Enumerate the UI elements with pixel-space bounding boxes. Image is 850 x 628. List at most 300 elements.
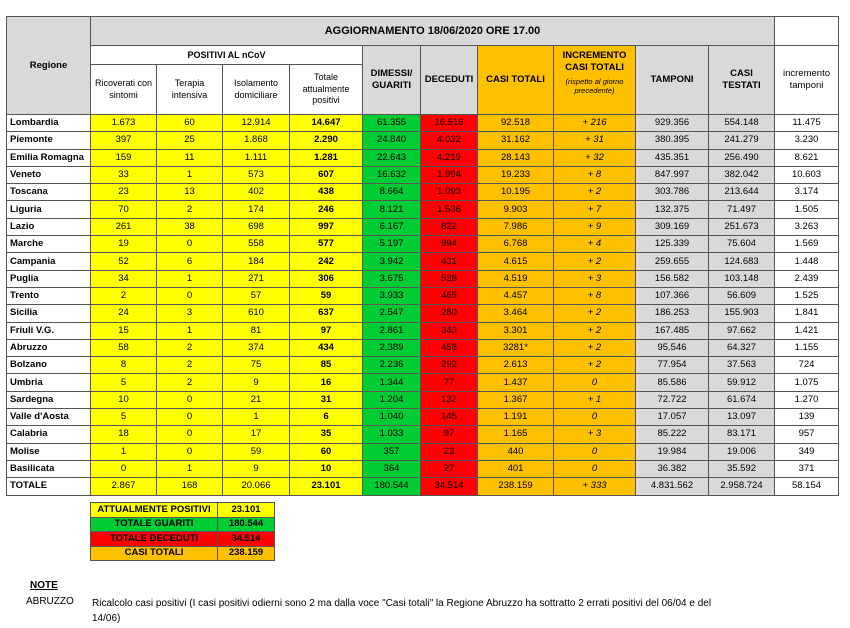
- cell-casi: 7.986: [478, 218, 554, 235]
- cell-deceduti: 292: [421, 357, 478, 374]
- cell-terapia: 38: [157, 218, 223, 235]
- cell-regione: Puglia: [7, 270, 91, 287]
- note-text: Ricalcolo casi positivi (I casi positivi odierni sono 2 ma dalla voce "Casi totali" la Regione Abruzzo ha sottratto 2 errati positivi del 06/04 e del 14/06): [92, 598, 712, 624]
- table-row: [7, 357, 839, 374]
- cell-ricoverati: 1.673: [91, 115, 157, 132]
- cell-incremento: + 7: [554, 201, 636, 218]
- summary-table: [90, 502, 275, 561]
- cell-casi: 4.615: [478, 253, 554, 270]
- cell-incremento: + 1: [554, 391, 636, 408]
- cell-totale: 14.647: [290, 115, 363, 132]
- cell-isolamento: 184: [223, 253, 290, 270]
- table-row: [7, 149, 839, 166]
- cell-ricoverati: 397: [91, 132, 157, 149]
- cell-testati: 103.148: [709, 270, 775, 287]
- cell-incremento: + 2: [554, 322, 636, 339]
- cell-terapia: 0: [157, 409, 223, 426]
- cell-testati: 97.662: [709, 322, 775, 339]
- cell-regione: Sicilia: [7, 305, 91, 322]
- cell-isolamento: 81: [223, 322, 290, 339]
- summary-value: 34.514: [218, 532, 275, 547]
- cell-casi: 238.159: [478, 478, 554, 495]
- cell-terapia: 0: [157, 426, 223, 443]
- cell-testati: 155.903: [709, 305, 775, 322]
- cell-testati: 382.042: [709, 166, 775, 183]
- cell-dimessi: 357: [363, 443, 421, 460]
- cell-terapia: 1: [157, 460, 223, 477]
- cell-ricoverati: 58: [91, 339, 157, 356]
- cell-isolamento: 698: [223, 218, 290, 235]
- cell-incremento: + 32: [554, 149, 636, 166]
- cell-incremento: + 216: [554, 115, 636, 132]
- header-dimessi: DIMESSI/ GUARITI: [363, 46, 421, 115]
- cell-regione: Toscana: [7, 184, 91, 201]
- header-totale-positivi: Totale attualmente positivi: [290, 65, 363, 115]
- header-isolamento: Isolamento domiciliare: [223, 65, 290, 115]
- cell-incremento: + 9: [554, 218, 636, 235]
- table-row: [7, 218, 839, 235]
- summary-row: [91, 532, 275, 547]
- cell-ricoverati: 159: [91, 149, 157, 166]
- cell-deceduti: 465: [421, 287, 478, 304]
- cell-deceduti: 538: [421, 270, 478, 287]
- cell-isolamento: 75: [223, 357, 290, 374]
- table-row: [7, 478, 839, 495]
- table-row: [7, 115, 839, 132]
- cell-totale: 577: [290, 236, 363, 253]
- cell-dimessi: 8.664: [363, 184, 421, 201]
- cell-testati: 83.171: [709, 426, 775, 443]
- cell-inc-tamponi: 139: [775, 409, 839, 426]
- cell-deceduti: 132: [421, 391, 478, 408]
- page-title: AGGIORNAMENTO 18/06/2020 ORE 17.00: [91, 17, 775, 46]
- cell-inc-tamponi: 3.263: [775, 218, 839, 235]
- cell-deceduti: 822: [421, 218, 478, 235]
- cell-tamponi: 303.786: [636, 184, 709, 201]
- cell-regione: Liguria: [7, 201, 91, 218]
- cell-isolamento: 12.914: [223, 115, 290, 132]
- cell-terapia: 2: [157, 339, 223, 356]
- cell-dimessi: 3.933: [363, 287, 421, 304]
- header-regione: Regione: [7, 17, 91, 115]
- cell-terapia: 0: [157, 391, 223, 408]
- cell-ricoverati: 1: [91, 443, 157, 460]
- cell-regione: Trento: [7, 287, 91, 304]
- cell-tamponi: 259.655: [636, 253, 709, 270]
- cell-terapia: 60: [157, 115, 223, 132]
- cell-dimessi: 3.942: [363, 253, 421, 270]
- table-body: [7, 115, 839, 496]
- cell-ricoverati: 10: [91, 391, 157, 408]
- table-row: [7, 443, 839, 460]
- cell-incremento: + 8: [554, 166, 636, 183]
- cell-deceduti: 431: [421, 253, 478, 270]
- cell-casi: 4.457: [478, 287, 554, 304]
- cell-isolamento: 573: [223, 166, 290, 183]
- cell-totale: 6: [290, 409, 363, 426]
- cell-ricoverati: 2.867: [91, 478, 157, 495]
- cell-terapia: 0: [157, 443, 223, 460]
- cell-totale: 306: [290, 270, 363, 287]
- cell-dimessi: 22.643: [363, 149, 421, 166]
- cell-totale: 246: [290, 201, 363, 218]
- table-row: [7, 426, 839, 443]
- cell-inc-tamponi: 8.621: [775, 149, 839, 166]
- cell-deceduti: 77: [421, 374, 478, 391]
- cell-incremento: 0: [554, 460, 636, 477]
- cell-terapia: 1: [157, 166, 223, 183]
- cell-dimessi: 61.355: [363, 115, 421, 132]
- cell-testati: 75.604: [709, 236, 775, 253]
- cell-deceduti: 1.536: [421, 201, 478, 218]
- cell-ricoverati: 19: [91, 236, 157, 253]
- summary-row: [91, 517, 275, 532]
- table-row: [7, 132, 839, 149]
- cell-ricoverati: 2: [91, 287, 157, 304]
- cell-tamponi: 186.253: [636, 305, 709, 322]
- cell-deceduti: 1.093: [421, 184, 478, 201]
- cell-testati: 554.148: [709, 115, 775, 132]
- cell-testati: 37.563: [709, 357, 775, 374]
- cell-casi: 19.233: [478, 166, 554, 183]
- cell-inc-tamponi: 3.230: [775, 132, 839, 149]
- cell-inc-tamponi: 2.439: [775, 270, 839, 287]
- cell-inc-tamponi: 349: [775, 443, 839, 460]
- cell-casi: 6.768: [478, 236, 554, 253]
- cell-ricoverati: 261: [91, 218, 157, 235]
- cell-regione: Emilia Romagna: [7, 149, 91, 166]
- table-row: [7, 305, 839, 322]
- table-row: [7, 287, 839, 304]
- cell-totale: 31: [290, 391, 363, 408]
- cell-isolamento: 59: [223, 443, 290, 460]
- cell-deceduti: 4.219: [421, 149, 478, 166]
- cell-incremento: + 333: [554, 478, 636, 495]
- cell-dimessi: 2.236: [363, 357, 421, 374]
- cell-testati: 2.958.724: [709, 478, 775, 495]
- cell-isolamento: 9: [223, 460, 290, 477]
- cell-isolamento: 57: [223, 287, 290, 304]
- cell-isolamento: 20.066: [223, 478, 290, 495]
- table-row: [7, 166, 839, 183]
- cell-inc-tamponi: 371: [775, 460, 839, 477]
- cell-testati: 241.279: [709, 132, 775, 149]
- cell-isolamento: 1.111: [223, 149, 290, 166]
- cell-ricoverati: 8: [91, 357, 157, 374]
- cell-regione: Campania: [7, 253, 91, 270]
- note-label: NOTE: [30, 580, 58, 591]
- cell-testati: 56.609: [709, 287, 775, 304]
- cell-casi: 2.613: [478, 357, 554, 374]
- header-deceduti: DECEDUTI: [421, 46, 478, 115]
- cell-isolamento: 174: [223, 201, 290, 218]
- cell-casi: 4.519: [478, 270, 554, 287]
- table-row: [7, 391, 839, 408]
- cell-tamponi: 4.831.562: [636, 478, 709, 495]
- cell-tamponi: 85.586: [636, 374, 709, 391]
- table-row: [7, 409, 839, 426]
- cell-terapia: 13: [157, 184, 223, 201]
- cell-regione: Lombardia: [7, 115, 91, 132]
- cell-isolamento: 374: [223, 339, 290, 356]
- cell-casi: 1.191: [478, 409, 554, 426]
- cell-deceduti: 34.514: [421, 478, 478, 495]
- header-incremento-tamponi: incremento tamponi: [775, 46, 839, 115]
- cell-casi: 10.195: [478, 184, 554, 201]
- cell-inc-tamponi: 1.525: [775, 287, 839, 304]
- cell-isolamento: 17: [223, 426, 290, 443]
- cell-terapia: 0: [157, 236, 223, 253]
- cell-tamponi: 125.339: [636, 236, 709, 253]
- cell-deceduti: 16.516: [421, 115, 478, 132]
- cell-dimessi: 3.675: [363, 270, 421, 287]
- cell-ricoverati: 33: [91, 166, 157, 183]
- cell-totale: 97: [290, 322, 363, 339]
- header-incremento-label: INCREMENTO CASI TOTALI: [562, 50, 627, 73]
- cell-isolamento: 558: [223, 236, 290, 253]
- cell-terapia: 1: [157, 270, 223, 287]
- cell-isolamento: 1.868: [223, 132, 290, 149]
- cell-testati: 59.912: [709, 374, 775, 391]
- cell-dimessi: 1.204: [363, 391, 421, 408]
- cell-regione: Sardegna: [7, 391, 91, 408]
- cell-terapia: 11: [157, 149, 223, 166]
- cell-ricoverati: 52: [91, 253, 157, 270]
- cell-testati: 213.644: [709, 184, 775, 201]
- cell-deceduti: 994: [421, 236, 478, 253]
- cell-inc-tamponi: 1.448: [775, 253, 839, 270]
- header-ricoverati: Ricoverati con sintomi: [91, 65, 157, 115]
- cell-dimessi: 2.547: [363, 305, 421, 322]
- cell-inc-tamponi: 724: [775, 357, 839, 374]
- cell-regione: Piemonte: [7, 132, 91, 149]
- cell-tamponi: 167.485: [636, 322, 709, 339]
- cell-inc-tamponi: 11.475: [775, 115, 839, 132]
- cell-ricoverati: 34: [91, 270, 157, 287]
- summary-row: [91, 546, 275, 561]
- table-row: [7, 460, 839, 477]
- cell-casi: 3281*: [478, 339, 554, 356]
- cell-inc-tamponi: 957: [775, 426, 839, 443]
- cell-totale: 434: [290, 339, 363, 356]
- cell-testati: 19.006: [709, 443, 775, 460]
- cell-tamponi: 17.057: [636, 409, 709, 426]
- table-row: [7, 270, 839, 287]
- cell-isolamento: 402: [223, 184, 290, 201]
- cell-totale: 85: [290, 357, 363, 374]
- cell-deceduti: 4.032: [421, 132, 478, 149]
- cell-deceduti: 1.994: [421, 166, 478, 183]
- cell-inc-tamponi: 1.155: [775, 339, 839, 356]
- header-tamponi: TAMPONI: [636, 46, 709, 115]
- cell-totale: 16: [290, 374, 363, 391]
- cell-isolamento: 9: [223, 374, 290, 391]
- cell-incremento: + 2: [554, 184, 636, 201]
- cell-isolamento: 271: [223, 270, 290, 287]
- cell-tamponi: 847.997: [636, 166, 709, 183]
- cell-isolamento: 21: [223, 391, 290, 408]
- cell-totale: 59: [290, 287, 363, 304]
- cell-regione: Marche: [7, 236, 91, 253]
- cell-totale: 607: [290, 166, 363, 183]
- cell-casi: 92.518: [478, 115, 554, 132]
- cell-inc-tamponi: 1.505: [775, 201, 839, 218]
- cell-isolamento: 1: [223, 409, 290, 426]
- cell-tamponi: 36.382: [636, 460, 709, 477]
- summary-value: 23.101: [218, 503, 275, 518]
- cell-deceduti: 27: [421, 460, 478, 477]
- cell-deceduti: 280: [421, 305, 478, 322]
- cell-ricoverati: 5: [91, 409, 157, 426]
- cell-terapia: 1: [157, 322, 223, 339]
- cell-casi: 440: [478, 443, 554, 460]
- cell-tamponi: 929.356: [636, 115, 709, 132]
- cell-terapia: 3: [157, 305, 223, 322]
- cell-dimessi: 6.167: [363, 218, 421, 235]
- table-row: [7, 236, 839, 253]
- cell-incremento: + 2: [554, 305, 636, 322]
- cell-ricoverati: 70: [91, 201, 157, 218]
- cell-deceduti: 458: [421, 339, 478, 356]
- summary-label: ATTUALMENTE POSITIVI: [91, 503, 218, 518]
- cell-tamponi: 380.395: [636, 132, 709, 149]
- cell-ricoverati: 5: [91, 374, 157, 391]
- cell-dimessi: 5.197: [363, 236, 421, 253]
- cell-incremento: + 2: [554, 357, 636, 374]
- cell-regione: Umbria: [7, 374, 91, 391]
- cell-dimessi: 180.544: [363, 478, 421, 495]
- cell-tamponi: 107.366: [636, 287, 709, 304]
- cell-inc-tamponi: 1.270: [775, 391, 839, 408]
- cell-inc-tamponi: 1.569: [775, 236, 839, 253]
- cell-totale: 438: [290, 184, 363, 201]
- summary-value: 180.544: [218, 517, 275, 532]
- header-casi-totali: CASI TOTALI: [478, 46, 554, 115]
- cell-dimessi: 1.033: [363, 426, 421, 443]
- cell-tamponi: 72.722: [636, 391, 709, 408]
- cell-totale: 1.281: [290, 149, 363, 166]
- cell-terapia: 6: [157, 253, 223, 270]
- cell-inc-tamponi: 1.421: [775, 322, 839, 339]
- table-row: [7, 339, 839, 356]
- cell-dimessi: 364: [363, 460, 421, 477]
- cell-dimessi: 8.121: [363, 201, 421, 218]
- cell-ricoverati: 24: [91, 305, 157, 322]
- cell-testati: 35.592: [709, 460, 775, 477]
- cell-incremento: 0: [554, 409, 636, 426]
- cell-incremento: + 2: [554, 253, 636, 270]
- cell-totale: 242: [290, 253, 363, 270]
- cell-incremento: 0: [554, 443, 636, 460]
- covid-table: [6, 16, 839, 496]
- cell-tamponi: 95.546: [636, 339, 709, 356]
- cell-tamponi: 309.169: [636, 218, 709, 235]
- table-row: [7, 374, 839, 391]
- cell-casi: 1.165: [478, 426, 554, 443]
- cell-inc-tamponi: 10.603: [775, 166, 839, 183]
- cell-terapia: 168: [157, 478, 223, 495]
- cell-totale: 23.101: [290, 478, 363, 495]
- cell-regione: Abruzzo: [7, 339, 91, 356]
- cell-casi: 28.143: [478, 149, 554, 166]
- cell-regione: Valle d'Aosta: [7, 409, 91, 426]
- cell-tamponi: 132.375: [636, 201, 709, 218]
- cell-totale: 60: [290, 443, 363, 460]
- cell-tamponi: 156.582: [636, 270, 709, 287]
- cell-totale: 35: [290, 426, 363, 443]
- cell-terapia: 2: [157, 374, 223, 391]
- cell-incremento: + 4: [554, 236, 636, 253]
- header-positivi: POSITIVI AL nCoV: [91, 46, 363, 65]
- cell-regione: Veneto: [7, 166, 91, 183]
- cell-deceduti: 343: [421, 322, 478, 339]
- cell-terapia: 2: [157, 357, 223, 374]
- header-incremento: [554, 46, 636, 115]
- summary-value: 238.159: [218, 546, 275, 561]
- cell-totale: 10: [290, 460, 363, 477]
- summary-label: TOTALE DECEDUTI: [91, 532, 218, 547]
- cell-totale: 2.290: [290, 132, 363, 149]
- summary-label: TOTALE GUARITI: [91, 517, 218, 532]
- cell-inc-tamponi: 1.841: [775, 305, 839, 322]
- cell-deceduti: 145: [421, 409, 478, 426]
- cell-casi: 1.437: [478, 374, 554, 391]
- cell-terapia: 2: [157, 201, 223, 218]
- cell-casi: 3.301: [478, 322, 554, 339]
- cell-dimessi: 16.632: [363, 166, 421, 183]
- cell-tamponi: 435.351: [636, 149, 709, 166]
- cell-regione: Calabria: [7, 426, 91, 443]
- cell-incremento: + 31: [554, 132, 636, 149]
- cell-regione: Friuli V.G.: [7, 322, 91, 339]
- summary-label: CASI TOTALI: [91, 546, 218, 561]
- cell-casi: 31.162: [478, 132, 554, 149]
- cell-testati: 71.497: [709, 201, 775, 218]
- header-casi-testati: CASI TESTATI: [709, 46, 775, 115]
- cell-dimessi: 2.861: [363, 322, 421, 339]
- cell-deceduti: 97: [421, 426, 478, 443]
- cell-testati: 256.490: [709, 149, 775, 166]
- cell-regione: Basilicata: [7, 460, 91, 477]
- table-row: [7, 184, 839, 201]
- cell-incremento: + 3: [554, 426, 636, 443]
- cell-casi: 401: [478, 460, 554, 477]
- cell-regione: Lazio: [7, 218, 91, 235]
- cell-terapia: 25: [157, 132, 223, 149]
- table-row: [7, 253, 839, 270]
- cell-incremento: + 3: [554, 270, 636, 287]
- cell-inc-tamponi: 3.174: [775, 184, 839, 201]
- cell-regione: TOTALE: [7, 478, 91, 495]
- cell-ricoverati: 23: [91, 184, 157, 201]
- cell-testati: 124.683: [709, 253, 775, 270]
- summary-row: [91, 503, 275, 518]
- cell-testati: 13.097: [709, 409, 775, 426]
- cell-casi: 9.903: [478, 201, 554, 218]
- cell-tamponi: 85.222: [636, 426, 709, 443]
- header-incremento-sub: (rispetto al giorno precedente): [565, 77, 624, 95]
- cell-ricoverati: 15: [91, 322, 157, 339]
- cell-ricoverati: 0: [91, 460, 157, 477]
- cell-inc-tamponi: 1.075: [775, 374, 839, 391]
- cell-casi: 3.464: [478, 305, 554, 322]
- cell-testati: 64.327: [709, 339, 775, 356]
- cell-testati: 61.674: [709, 391, 775, 408]
- cell-ricoverati: 18: [91, 426, 157, 443]
- cell-incremento: + 8: [554, 287, 636, 304]
- cell-regione: Molise: [7, 443, 91, 460]
- cell-totale: 997: [290, 218, 363, 235]
